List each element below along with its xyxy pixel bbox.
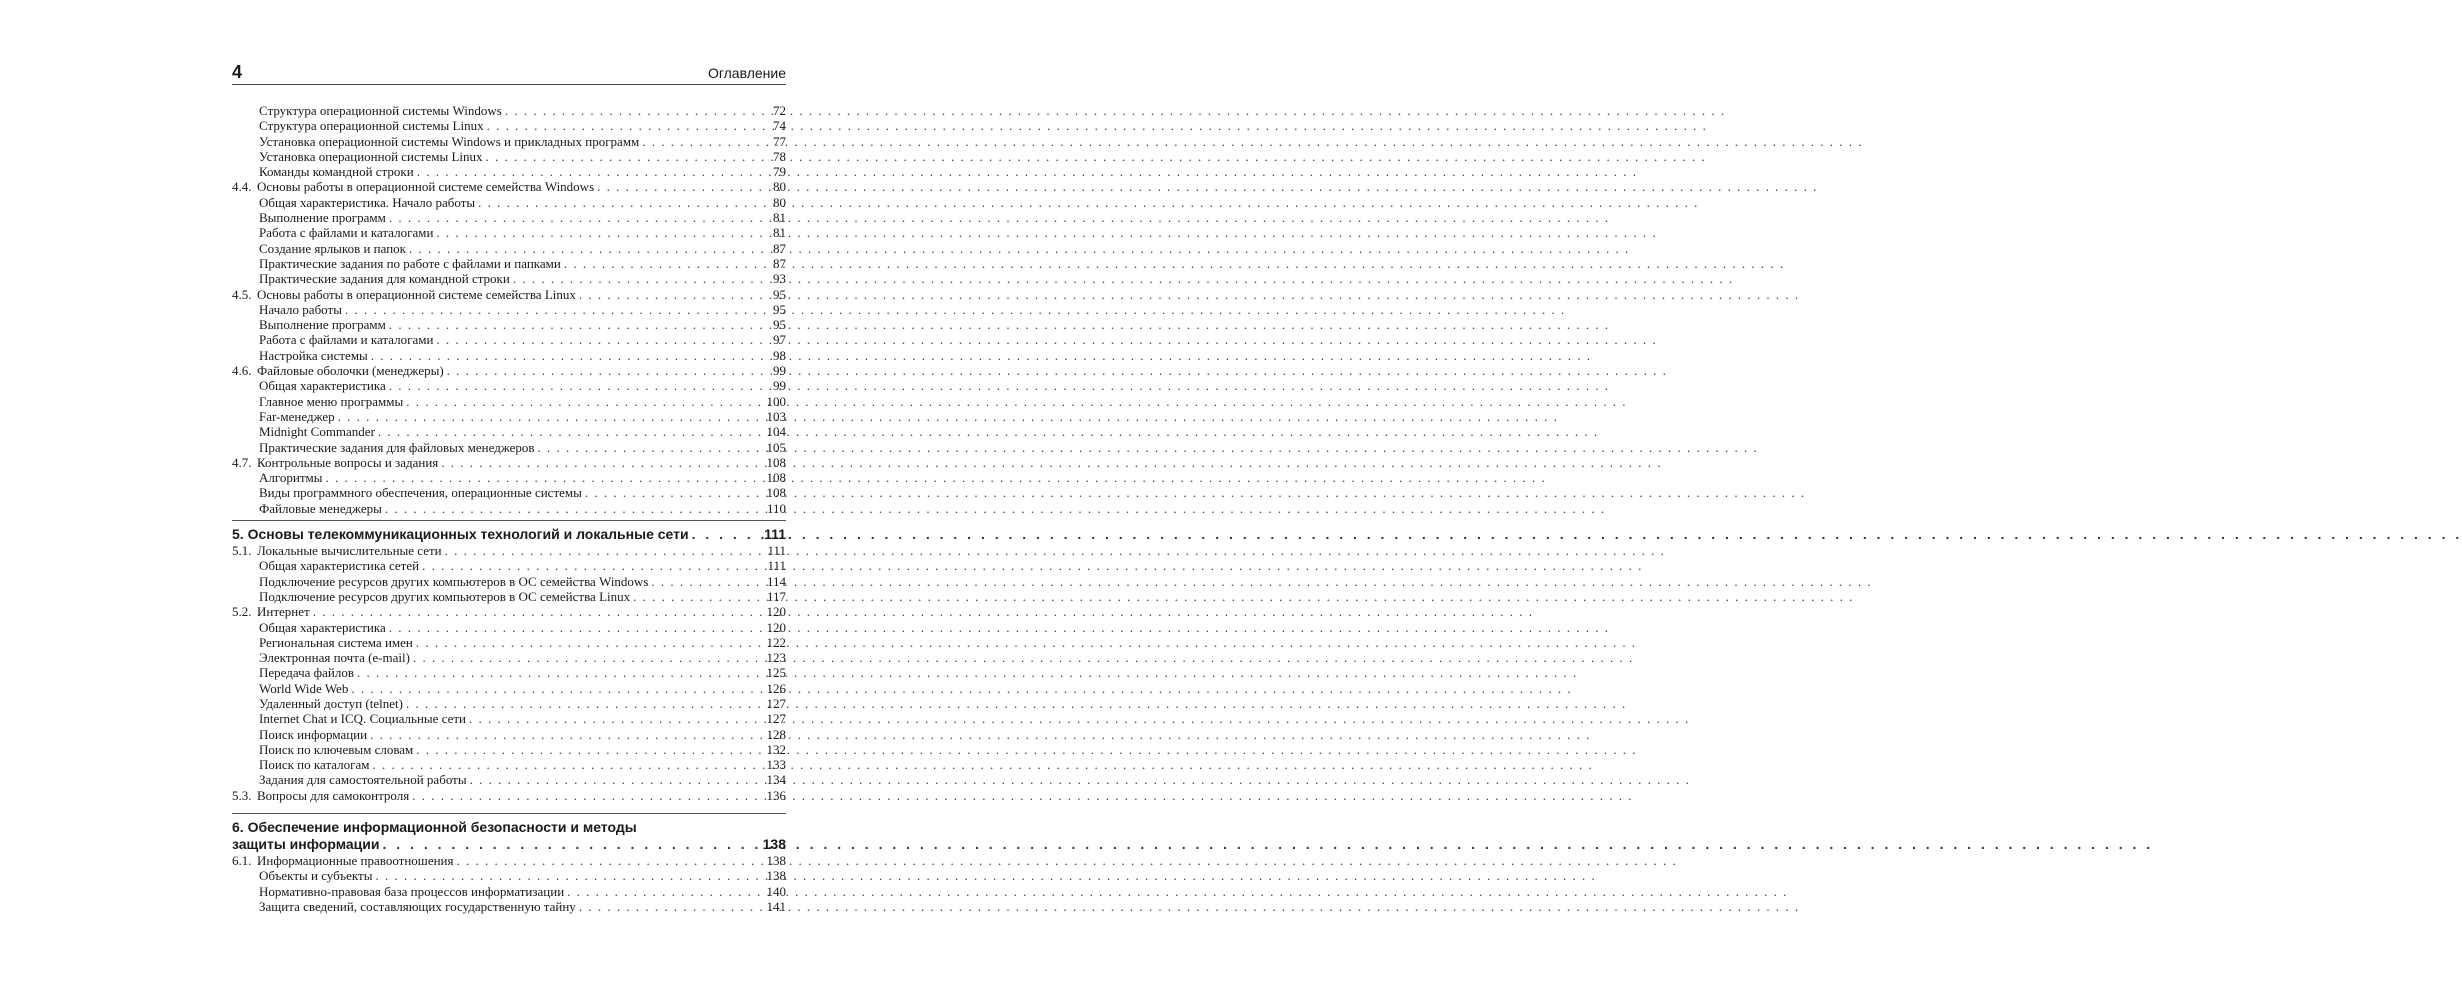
leader-dots — [538, 440, 764, 455]
toc-subsection-entry[interactable] — [232, 485, 786, 500]
leader-dots — [445, 543, 765, 558]
entry-title: Региональная система имен — [259, 634, 413, 650]
toc-subsection-entry[interactable] — [232, 440, 786, 455]
leader-dots — [597, 179, 770, 194]
toc-page — [0, 0, 1000, 1000]
toc-subsection-entry[interactable] — [232, 868, 786, 883]
leader-dots — [513, 271, 770, 286]
toc-subsection-entry[interactable] — [232, 332, 786, 347]
leader-dots — [692, 526, 762, 543]
toc-subsection-entry[interactable] — [232, 317, 786, 332]
entry-title: Защита сведений, составляющих государственную тайну — [259, 898, 576, 914]
entry-title: Контрольные вопросы и задания — [257, 454, 439, 470]
entry-title: Настройка системы — [259, 347, 368, 363]
toc-subsection-entry[interactable] — [232, 210, 786, 225]
entry-title: Общая характеристика сетей — [259, 558, 420, 574]
leader-dots — [416, 635, 764, 650]
entry-title: Общая характеристика — [259, 619, 386, 635]
entry-page-number: 108 — [766, 485, 786, 501]
entry-page-number: 93 — [773, 271, 786, 287]
toc-section-chapter4 — [232, 103, 786, 516]
entry-page-number: 111 — [767, 543, 786, 559]
entry-number: 4.4. — [232, 179, 252, 195]
leader-dots — [406, 394, 763, 409]
toc-section-entry[interactable] — [232, 788, 786, 803]
leader-dots — [470, 772, 764, 787]
toc-subsection-entry[interactable] — [232, 348, 786, 363]
leader-dots — [486, 149, 770, 164]
entry-title: Электронная почта (e-mail) — [259, 650, 410, 666]
entry-title: Подключение ресурсов других компьютеров в ОС семейства Windows — [259, 573, 649, 589]
leader-dots — [416, 742, 763, 757]
toc-subsection-entry[interactable] — [232, 256, 786, 271]
page-header — [232, 62, 786, 85]
entry-title: Практические задания для командной строки — [259, 271, 510, 287]
entry-title: Midnight Commander — [259, 424, 375, 440]
toc-subsection-entry[interactable] — [232, 899, 786, 914]
leader-dots — [389, 620, 764, 635]
entry-page-number: 120 — [766, 604, 786, 620]
entry-number: 5.1. — [232, 543, 252, 559]
entry-title: Файловые менеджеры — [259, 500, 382, 516]
entry-page-number: 98 — [773, 347, 786, 363]
entry-page-number: 114 — [766, 573, 786, 589]
entry-title: Команды командной строки — [259, 164, 414, 180]
entry-page-number: 110 — [766, 500, 786, 516]
toc-subsection-entry[interactable] — [232, 665, 786, 680]
entry-title: Локальные вычислительные сети — [257, 543, 442, 559]
toc-subsection-entry[interactable] — [232, 501, 786, 516]
entry-number: 4.6. — [232, 363, 252, 379]
entry-page-number: 136 — [766, 787, 786, 803]
entry-page-number: 99 — [773, 363, 786, 379]
entry-page-number: 108 — [766, 454, 786, 470]
leader-dots — [564, 256, 770, 271]
toc-subsection-entry[interactable] — [232, 134, 786, 149]
toc-section-entry[interactable] — [232, 853, 786, 868]
entry-title: Создание ярлыков и папок — [259, 240, 406, 256]
leader-dots — [585, 485, 764, 500]
entry-title: Установка операционной системы Linux — [259, 148, 483, 164]
leader-dots — [375, 868, 763, 883]
entry-title: Структура операционной системы Windows — [259, 103, 502, 118]
toc-subsection-entry[interactable] — [232, 225, 786, 240]
toc-subsection-entry[interactable] — [232, 742, 786, 757]
entry-title: Поиск по каталогам — [259, 757, 370, 773]
entry-page-number: 72 — [773, 103, 786, 118]
entry-number: 5.3. — [232, 787, 252, 803]
entry-title: Основы работы в операционной системе семейства Linux — [257, 286, 576, 302]
entry-title: Работа с файлами и каталогами — [259, 225, 434, 241]
entry-page-number: 122 — [766, 634, 786, 650]
toc-subsection-entry[interactable] — [232, 558, 786, 573]
leader-dots — [389, 317, 770, 332]
leader-dots — [406, 696, 764, 711]
leader-dots — [579, 287, 770, 302]
entry-title: Основы работы в операционной системе семейства Windows — [257, 179, 595, 195]
entry-page-number: 132 — [766, 741, 786, 757]
chapter-6-heading[interactable] — [232, 813, 786, 853]
entry-title: Алгоритмы — [259, 470, 323, 486]
entry-page-number: 79 — [773, 164, 786, 180]
entry-title: Структура операционной системы Linux — [259, 118, 484, 134]
leader-dots — [383, 836, 760, 853]
entry-page-number: 87 — [773, 240, 786, 256]
entry-title: Файловые оболочки (менеджеры) — [257, 363, 444, 379]
toc-subsection-entry[interactable] — [232, 424, 786, 439]
entry-page-number: 108 — [766, 470, 786, 486]
entry-title: Поиск по ключевым словам — [259, 741, 414, 757]
leader-dots — [413, 650, 764, 665]
running-title: Оглавление — [707, 65, 786, 81]
entry-title: Internet Chat и ICQ. Социальные сети — [259, 711, 467, 727]
entry-page-number: 127 — [766, 711, 786, 727]
entry-title: Удаленный доступ (telnet) — [259, 695, 403, 711]
chapter-page: 111 — [764, 526, 786, 543]
entry-page-number: 103 — [766, 408, 786, 424]
entry-title: Практические задания для файловых менеджеров — [259, 439, 535, 455]
entry-title: Работа с файлами и каталогами — [259, 332, 434, 348]
toc-subsection-entry[interactable] — [232, 757, 786, 772]
entry-page-number: 100 — [766, 393, 786, 409]
leader-dots — [357, 665, 764, 680]
leader-dots — [642, 134, 770, 149]
entry-page-number: 128 — [766, 726, 786, 742]
entry-page-number: 99 — [773, 378, 786, 394]
toc-subsection-entry[interactable] — [232, 118, 786, 133]
leader-dots — [487, 118, 770, 133]
toc-subsection-entry[interactable] — [232, 394, 786, 409]
entry-page-number: 95 — [773, 301, 786, 317]
toc-subsection-entry[interactable] — [232, 103, 786, 118]
entry-page-number: 80 — [773, 194, 786, 210]
leader-dots — [409, 241, 770, 256]
entry-number: 6.1. — [232, 853, 252, 869]
chapter-title-line1: 6. Обеспечение информационной безопасности и методы — [232, 819, 637, 836]
entry-title: Установка операционной системы Windows и прикладных программ — [259, 133, 640, 149]
leader-dots — [345, 302, 770, 317]
leader-dots — [313, 604, 764, 619]
leader-dots — [370, 727, 763, 742]
chapter-page: 138 — [762, 836, 786, 853]
toc-subsection-entry[interactable] — [232, 302, 786, 317]
leader-dots — [478, 195, 770, 210]
leader-dots — [579, 899, 764, 914]
toc-subsection-entry[interactable] — [232, 589, 786, 604]
toc-subsection-entry[interactable] — [232, 696, 786, 711]
toc-subsection-entry[interactable] — [232, 711, 786, 726]
entry-title: Начало работы — [259, 301, 342, 317]
leader-dots — [417, 164, 770, 179]
toc-subsection-entry[interactable] — [232, 149, 786, 164]
entry-number: 4.7. — [232, 454, 252, 470]
table-of-contents — [232, 103, 786, 914]
toc-section-entry[interactable] — [232, 455, 786, 470]
leader-dots — [378, 424, 764, 439]
leader-dots — [469, 711, 763, 726]
leader-dots — [422, 558, 764, 573]
leader-dots — [385, 501, 764, 516]
leader-dots — [567, 884, 763, 899]
entry-page-number: 120 — [766, 619, 786, 635]
entry-page-number: 123 — [766, 650, 786, 666]
toc-subsection-entry[interactable] — [232, 195, 786, 210]
leader-dots — [633, 589, 764, 604]
entry-title: Нормативно-правовая база процессов информатизации — [259, 883, 565, 899]
entry-page-number: 81 — [773, 225, 786, 241]
toc-subsection-entry[interactable] — [232, 635, 786, 650]
chapter-title-line2: защиты информации — [232, 836, 380, 853]
entry-title: Подключение ресурсов других компьютеров в ОС семейства Linux — [259, 588, 631, 604]
leader-dots — [441, 455, 763, 470]
toc-section-entry[interactable] — [232, 179, 786, 194]
leader-dots — [372, 757, 763, 772]
entry-title: Вопросы для самоконтроля — [257, 787, 410, 803]
entry-page-number: 111 — [767, 558, 786, 574]
entry-page-number: 133 — [766, 757, 786, 773]
entry-page-number: 95 — [773, 286, 786, 302]
leader-dots — [456, 853, 763, 868]
toc-section-entry[interactable] — [232, 363, 786, 378]
leader-dots — [371, 348, 770, 363]
entry-page-number: 97 — [773, 332, 786, 348]
leader-dots — [389, 378, 770, 393]
entry-title: Практические задания по работе с файлами и папками — [259, 255, 561, 271]
leader-dots — [436, 332, 770, 347]
entry-page-number: 117 — [766, 588, 786, 604]
toc-subsection-entry[interactable] — [232, 727, 786, 742]
page-number: 4 — [232, 62, 243, 82]
entry-title: Выполнение программ — [259, 317, 386, 333]
entry-page-number: 126 — [766, 680, 786, 696]
toc-subsection-entry[interactable] — [232, 409, 786, 424]
entry-page-number: 105 — [766, 439, 786, 455]
entry-page-number: 141 — [766, 898, 786, 914]
entry-page-number: 80 — [773, 179, 786, 195]
chapter-5-heading[interactable] — [232, 520, 786, 543]
leader-dots — [351, 681, 763, 696]
entry-title: Главное меню программы — [259, 393, 404, 409]
entry-number: 4.5. — [232, 286, 252, 302]
entry-title: Виды программного обеспечения, операционные системы — [259, 485, 582, 501]
leader-dots — [412, 788, 763, 803]
entry-page-number: 140 — [766, 883, 786, 899]
toc-subsection-entry[interactable] — [232, 650, 786, 665]
leader-dots — [389, 210, 770, 225]
chapter-title: 5. Основы телекоммуникационных технологий и локальные сети — [232, 526, 689, 543]
entry-title: Общая характеристика — [259, 378, 386, 394]
entry-page-number: 127 — [766, 695, 786, 711]
leader-dots — [505, 103, 770, 118]
entry-title: Общая характеристика. Начало работы — [259, 194, 476, 210]
toc-section-chapter6 — [232, 853, 786, 914]
entry-page-number: 95 — [773, 317, 786, 333]
entry-title: Информационные правоотношения — [257, 853, 454, 869]
leader-dots — [338, 409, 764, 424]
toc-subsection-entry[interactable] — [232, 681, 786, 696]
toc-subsection-entry[interactable] — [232, 574, 786, 589]
leader-dots — [447, 363, 770, 378]
entry-number: 5.2. — [232, 604, 252, 620]
entry-page-number: 104 — [766, 424, 786, 440]
toc-subsection-entry[interactable] — [232, 164, 786, 179]
entry-page-number: 81 — [773, 210, 786, 226]
toc-subsection-entry[interactable] — [232, 271, 786, 286]
entry-page-number: 87 — [773, 255, 786, 271]
entry-page-number: 138 — [766, 868, 786, 884]
entry-title: Far-менеджер — [259, 408, 335, 424]
toc-section-entry[interactable] — [232, 287, 786, 302]
toc-subsection-entry[interactable] — [232, 620, 786, 635]
toc-section-chapter5 — [232, 543, 786, 803]
entry-page-number: 77 — [773, 133, 786, 149]
entry-title: Передача файлов — [259, 665, 354, 681]
entry-title: World Wide Web — [259, 680, 349, 696]
toc-subsection-entry[interactable] — [232, 378, 786, 393]
entry-page-number: 134 — [766, 772, 786, 788]
toc-subsection-entry[interactable] — [232, 772, 786, 787]
leader-dots — [651, 574, 764, 589]
leader-dots — [436, 225, 770, 240]
leader-dots — [325, 470, 763, 485]
entry-page-number: 125 — [766, 665, 786, 681]
toc-section-entry[interactable] — [232, 604, 786, 619]
entry-page-number: 74 — [773, 118, 786, 134]
toc-section-entry[interactable] — [232, 543, 786, 558]
toc-subsection-entry[interactable] — [232, 470, 786, 485]
entry-title: Интернет — [257, 604, 310, 620]
toc-subsection-entry[interactable] — [232, 241, 786, 256]
entry-title: Поиск информации — [259, 726, 368, 742]
entry-title: Выполнение программ — [259, 210, 386, 226]
entry-title: Задания для самостоятельной работы — [259, 772, 467, 788]
entry-title: Объекты и субъекты — [259, 868, 373, 884]
entry-page-number: 138 — [766, 853, 786, 869]
toc-subsection-entry[interactable] — [232, 884, 786, 899]
entry-page-number: 78 — [773, 148, 786, 164]
